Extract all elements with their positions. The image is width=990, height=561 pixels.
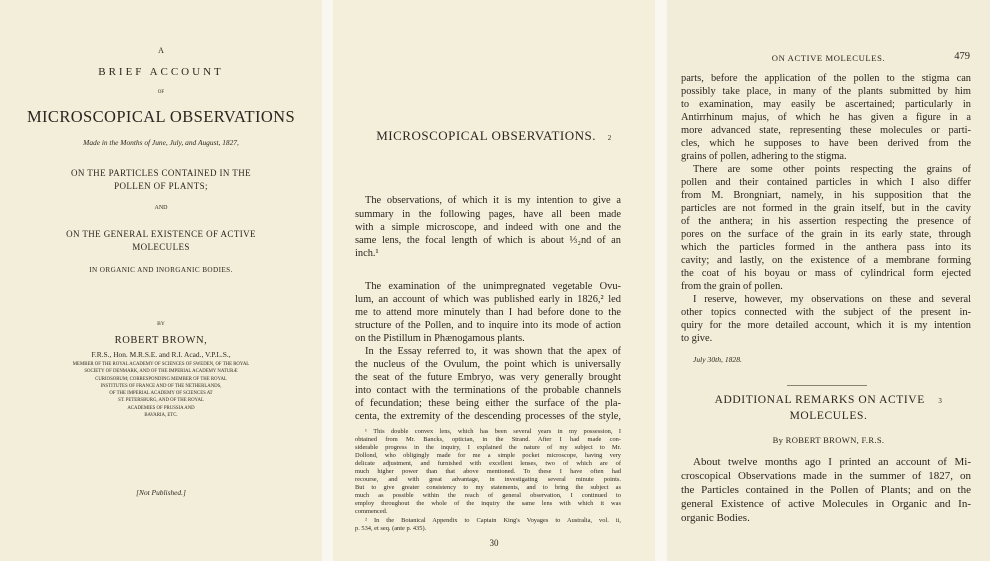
main-title: MICROSCOPICAL OBSERVATIONS — [26, 107, 296, 126]
footnote-line: obtained from Mr. Bancks, optician, in the Strand. After I had made con- — [355, 436, 621, 443]
text-line: cles, which he supposes to have been derived from the — [681, 138, 971, 149]
page-30-heading-mark: 2 — [607, 134, 612, 142]
text-line: of the anthera; in his assertion respecting the presence of — [681, 216, 971, 227]
page-gap — [655, 0, 667, 561]
footnote-line: delicate adjustment, and furnished with excellent lenses, two of which are of — [355, 460, 621, 467]
heading-line-2: MOLECULES. — [789, 410, 868, 422]
text-line: the seat of the future Embryo, was very generally brought — [355, 372, 621, 383]
membership-line: MEMBER OF THE ROYAL ACADEMY OF SCIENCES OF SWEDEN, OF THE ROYAL — [72, 362, 250, 367]
title-page — [0, 0, 322, 561]
title-a: A — [158, 46, 164, 55]
byline: By ROBERT BROWN, F.R.S. — [772, 435, 885, 445]
text-line: more advanced state, representing these molecules or parti- — [681, 125, 971, 136]
heading-mark: 3 — [938, 397, 943, 405]
section-divider — [787, 385, 867, 386]
footnote-line: But to give greater consistency to my statements, and to bring the subject as — [355, 484, 621, 491]
text-line: of fecundation; these being either the surface of the pla- — [355, 398, 621, 409]
author-credentials: F.R.S., Hon. M.R.S.E. and R.I. Acad., V.P.L.S., — [91, 350, 231, 359]
text-line: cavity; and lastly, on the existence of a membrane forming — [681, 255, 971, 266]
text-line: the nucleus of the Ovulum, the point which is universally — [355, 359, 621, 370]
text-line: to examination, may easily be ascertained; particularly in — [681, 99, 971, 110]
text-line: with a simple microscope, and indeed with one and the — [355, 222, 621, 233]
membership-line: OF THE IMPERIAL ACADEMY OF SCIENCES AT — [109, 391, 213, 397]
text-line: lum, an account of which was published early in 1826,² led — [355, 294, 621, 305]
membership-line: SOCIETY OF DENMARK, AND OF THE IMPERIAL ACADEMY NATURÆ — [84, 369, 238, 375]
footnote-line: commenced. — [355, 508, 388, 515]
text-line: particles are not formed in the grain itself, but in the cavity — [681, 203, 971, 214]
membership-line: ST. PETERSBURG, AND OF THE ROYAL — [118, 398, 204, 404]
text-line: grains of pollen, adhering to the stigma. — [681, 151, 847, 162]
footnote-line: recourse, and with great advantage, in investigating several minute points. — [355, 476, 621, 483]
footnote-line: much higher power than that above mentioned. To these I have often had — [355, 468, 621, 475]
footnote-line: ¹ This double convex lens, which has been several years in my possession, I — [365, 428, 621, 435]
membership-line: INSTITUTES OF FRANCE AND OF THE NETHERLANDS, — [100, 383, 222, 389]
text-line: The observations, of which it is my intention to give a — [365, 195, 621, 206]
footnote-line: siderable progress in the inquiry, I explained the nature of my subject to Mr. — [355, 444, 621, 451]
text-line: from M. Brongniart, namely, in his supposition that the — [681, 190, 971, 201]
membership-line: CURIOSORUM; CORRESPONDING MEMBER OF THE ROYAL — [95, 376, 227, 382]
text-line: on the Pistillum in Phænogamous plants. — [355, 333, 525, 344]
text-line: croscopical Observations made in the summer of 1827, on — [681, 470, 971, 482]
text-line: possibly take place, in many of the plants submitted by him — [681, 86, 971, 97]
title-dates: Made in the Months of June, July, and August, 1827, — [83, 138, 239, 147]
title-particles-2: POLLEN OF PLANTS; — [114, 181, 208, 191]
page-number: 479 — [954, 51, 970, 62]
text-line: from the grain of pollen. — [681, 281, 783, 292]
text-line: summary in the following pages, have all been made — [355, 209, 621, 220]
membership-line: BAVARIA, ETC. — [144, 413, 178, 419]
text-line: There are some other points respecting the grains of — [693, 164, 971, 175]
title-bodies: IN ORGANIC AND INORGANIC BODIES. — [89, 266, 233, 274]
text-line: into contact with the terminations of the probable channels — [355, 385, 621, 396]
title-by: BY — [157, 321, 165, 327]
page-30 — [333, 0, 655, 561]
text-line: The examination of the unimpregnated vegetable Ovu- — [365, 281, 621, 292]
heading-line-1: ADDITIONAL REMARKS ON ACTIVE — [714, 394, 925, 406]
title-brief-account: BRIEF ACCOUNT — [98, 66, 224, 78]
text-line: the Particles contained in the Pollen of Plants; and on the — [681, 484, 971, 496]
text-line: parts, before the application of the pollen to the stigma can — [681, 73, 971, 84]
text-line: to give. — [681, 333, 713, 344]
text-line: pollen and their contained particles in which I also differ — [681, 177, 971, 188]
footnote-line: ² In the Botanical Appendix to Captain King's Voyages to Australia, vol. ii, — [365, 517, 621, 524]
running-head: ON ACTIVE MOLECULES. — [771, 53, 886, 63]
text-line: structure of the Pollen, and to inquire into its mode of action — [355, 320, 621, 331]
text-line: I reserve, however, my observations on these and several — [693, 294, 971, 305]
text-line: About twelve months ago I printed an account of Mi- — [693, 456, 971, 468]
title-existence-1: ON THE GENERAL EXISTENCE OF ACTIVE — [66, 229, 256, 239]
text-line: the coat of his boyau or mass of cylindrical form ejected — [681, 268, 971, 279]
text-line: organic Bodies. — [681, 512, 750, 524]
footnote-line: much as possible within the reach of general observation, I continued to — [355, 492, 621, 499]
text-line: same lens, the focal length of which is about ⅓₂nd of an — [355, 235, 621, 246]
footnote-line: Dollond, who obligingly made for me a simple pocket microscope, having very — [355, 452, 621, 459]
not-published-note: [Not Published.] — [136, 488, 186, 497]
page-gap — [322, 0, 333, 561]
page-479 — [667, 0, 990, 561]
author-name: ROBERT BROWN, — [114, 335, 208, 346]
membership-line: ACADEMIES OF PRUSSIA AND — [127, 405, 195, 411]
footnote-line: p. 534, et seq. (ante p. 435). — [355, 525, 427, 532]
text-line: pores on the surface of the grain in its early state, through — [681, 229, 971, 240]
author-memberships — [0, 361, 322, 419]
text-line: Antirrhinum majus, of which he has given a figure in a — [681, 112, 971, 123]
text-line: other topics connected with the subject of the present in- — [681, 307, 971, 318]
text-line: quiry for the more detailed account, which it is my intention — [681, 320, 971, 331]
title-of: OF — [157, 90, 165, 95]
text-line: centa, the extremity of the descending processes of the style, — [355, 411, 621, 422]
title-particles-1: ON THE PARTICLES CONTAINED IN THE — [70, 168, 252, 178]
letter-date: July 30th, 1828. — [693, 355, 742, 364]
page-number: 30 — [489, 538, 499, 548]
title-and: AND — [154, 205, 168, 211]
text-line: which the particles formed in the anthera pass into its — [681, 242, 971, 253]
text-line: In the Essay referred to, it was shown that the apex of — [365, 346, 621, 357]
text-line: general Existence of active Molecules in Organic and In- — [681, 498, 971, 510]
text-line: inch.¹ — [355, 248, 379, 259]
text-line: me to attend more minutely than I had before done to the — [355, 307, 621, 318]
footnote-line: employ throughout the whole of the inquiry the same lens with which it was — [355, 500, 621, 507]
title-existence-2: MOLECULES — [132, 242, 190, 252]
page-30-heading-text: MICROSCOPICAL OBSERVATIONS. — [376, 128, 597, 143]
additional-remarks-heading — [667, 394, 990, 406]
page-30-heading — [333, 128, 655, 144]
